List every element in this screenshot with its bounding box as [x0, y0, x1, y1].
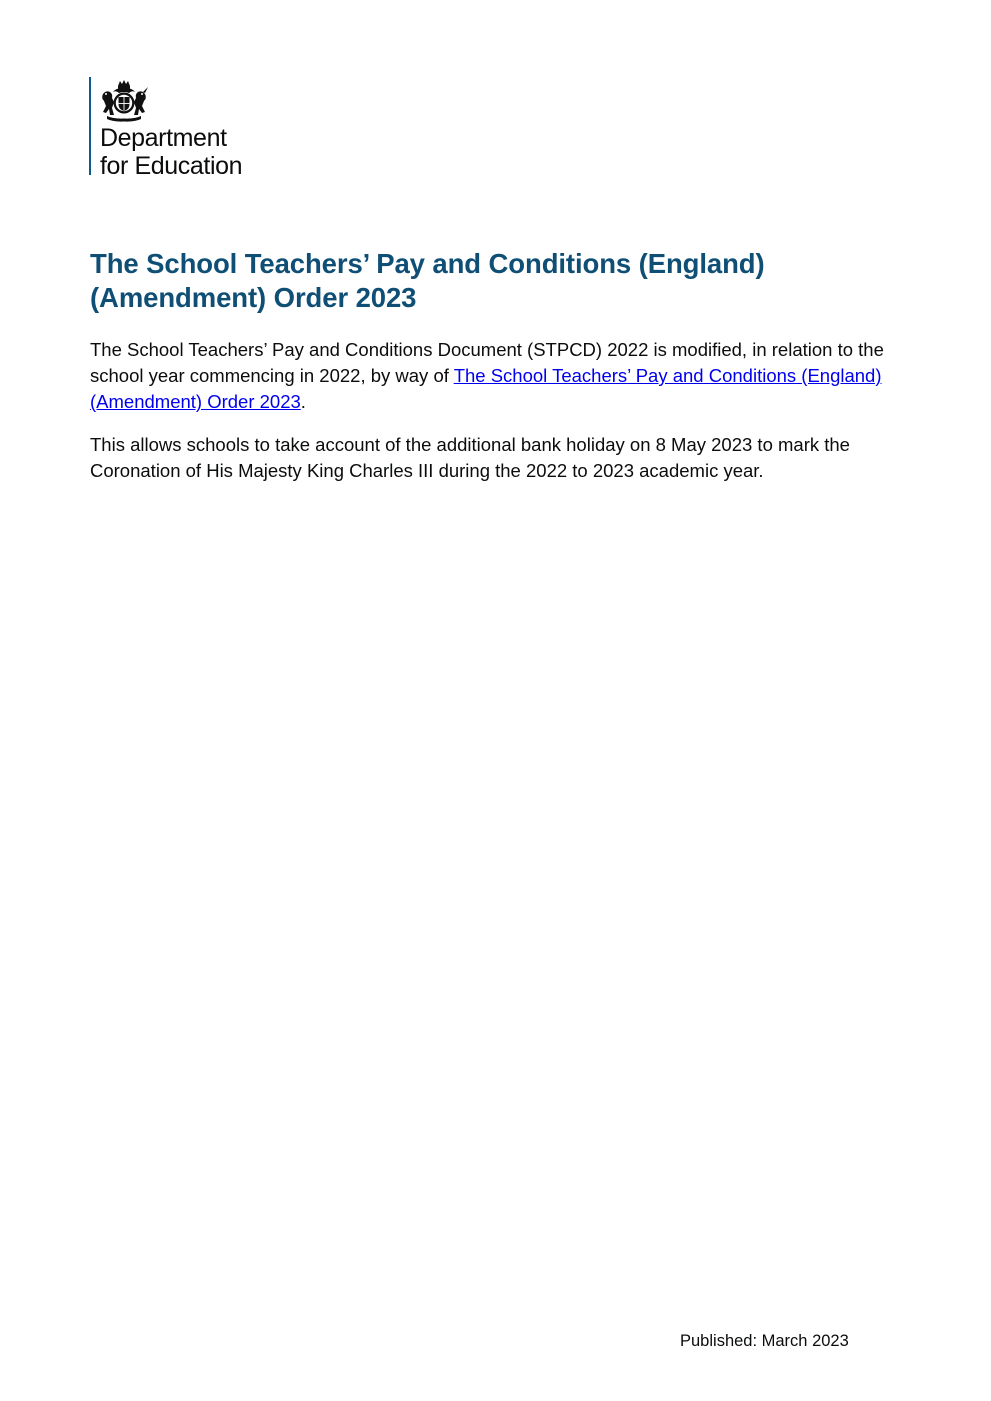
department-name-line-1: Department — [100, 124, 227, 152]
paragraph-text: The School Teachers’ Pay and Conditions Document (STPCD) 2022 is modified, in relation to the school year commencing in 2022, by way of — [90, 339, 884, 386]
department-name-line-2: for Education — [100, 152, 243, 180]
paragraph-end: . — [300, 391, 306, 412]
paragraph-stpcd-modification — [90, 337, 910, 415]
department-name — [100, 124, 242, 180]
published-date: Published: March 2023 — [680, 1332, 849, 1350]
department-logo — [89, 77, 243, 180]
amendment-order-link[interactable]: The School Teachers’ Pay and Conditions (England) (Amendment) Order 2023 — [90, 365, 882, 412]
royal-coat-of-arms-icon — [99, 78, 149, 122]
paragraph-bank-holiday: This allows schools to take account of the additional bank holiday on 8 May 2023 to mark the Coronation of His Majesty King Charles III during the 2022 to 2023 academic year. — [90, 434, 850, 481]
document-title: The School Teachers’ Pay and Conditions (England) (Amendment) Order 2023 — [90, 248, 765, 313]
